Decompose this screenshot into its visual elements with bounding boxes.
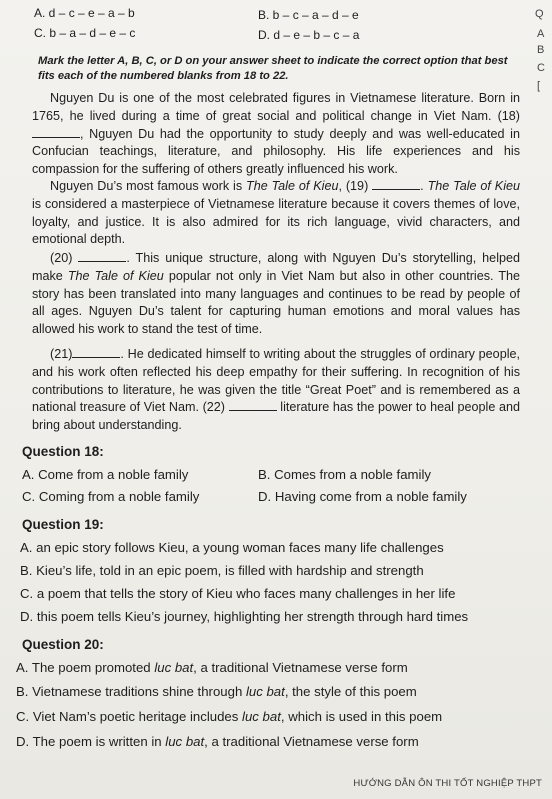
passage-paragraph-4: (21) . He dedicated himself to writing about the struggles of ordinary people, and his work often reflected his deep empathy for their suffering. In recognition of his contributions to literature, he was given the title “Great Poet” and is remembered as a national treasure of Viet Nam. (22) literature has the power to heal people and bring about understanding. [32,347,520,433]
prev-option-b[interactable]: B. b – c – a – d – e [258,8,359,22]
q20-option-a[interactable]: A. The poem promoted luc bat, a traditional Vietnamese verse form [16,660,408,675]
q20-option-b[interactable]: B. Vietnamese traditions shine through luc bat, the style of this poem [16,684,417,699]
instructions: Mark the letter A, B, C, or D on your answer sheet to indicate the correct option that best fits each of the numbered blanks from 18 to 22. [38,55,508,82]
q19-option-d[interactable]: D. this poem tells Kieu’s journey, highlighting her strength through hard times [20,609,469,624]
prev-option-a[interactable]: A. d – c – e – a – b [34,6,135,20]
question-20-title: Question 20: [22,637,104,652]
footer-text: HƯỚNG DẪN ÔN THI TỐT NGHIỆP THPT [353,778,542,789]
margin-letter: C [537,62,545,74]
q19-option-b[interactable]: B. Kieu’s life, told in an epic poem, is filled with hardship and strength [20,563,424,578]
q19-option-c[interactable]: C. a poem that tells the story of Kieu who faces many challenges in her life [20,586,456,601]
passage-paragraph-2: Nguyen Du’s most famous work is The Tale of Kieu, (19) . The Tale of Kieu is considered a masterpiece of Vietnamese literature because it covers themes of love, loyalty, and justice. It is also admired for its rich language, vivid characters, and emotional depth. [32,179,521,247]
q18-option-c[interactable]: C. Coming from a noble family [22,489,200,504]
margin-letter: [ [537,80,541,92]
blank-20 [78,251,126,262]
prev-option-c[interactable]: C. b – a – d – e – c [34,26,136,40]
q19-option-a[interactable]: A. an epic story follows Kieu, a young woman faces many life challenges [20,540,444,555]
prev-option-d[interactable]: D. d – e – b – c – a [258,28,360,42]
passage-paragraph-1: Nguyen Du is one of the most celebrated figures in Vietnamese literature. Born in 1765, he lived during a time of great social and political change in Viet Nam. (18), Nguyen Du had the opportunity to study deeply and was well-educated in Confucian teachings, literature, and philosophy. His life experiences and his compassion for the suffering of others greatly influenced his work. [32,91,520,177]
margin-letter: Q [535,8,544,20]
question-18-title: Question 18: [22,444,104,459]
q18-option-a[interactable]: A. Come from a noble family [22,467,189,482]
blank-21 [72,347,120,358]
blank-19 [372,179,420,190]
passage-paragraph-3: (20) . This unique structure, along with Nguyen Du’s storytelling, helped make The Tale of Kieu popular not only in Viet Nam but also in other countries. The story has been translated into many languages and continues to be read by people of all ages. Nguyen Du’s talent for capturing human emotions and moral values has allowed his work to stand the test of time. [32,251,521,337]
q20-option-c[interactable]: C. Viet Nam’s poetic heritage includes luc bat, which is used in this poem [16,709,443,724]
question-19-title: Question 19: [22,517,104,532]
margin-letter: A [537,28,545,40]
q18-option-b[interactable]: B. Comes from a noble family [258,467,431,482]
q18-option-d[interactable]: D. Having come from a noble family [258,489,467,504]
blank-22 [229,400,277,411]
q20-option-d[interactable]: D. The poem is written in luc bat, a traditional Vietnamese verse form [16,734,419,749]
blank-18 [32,127,80,138]
margin-letter: B [537,44,545,56]
